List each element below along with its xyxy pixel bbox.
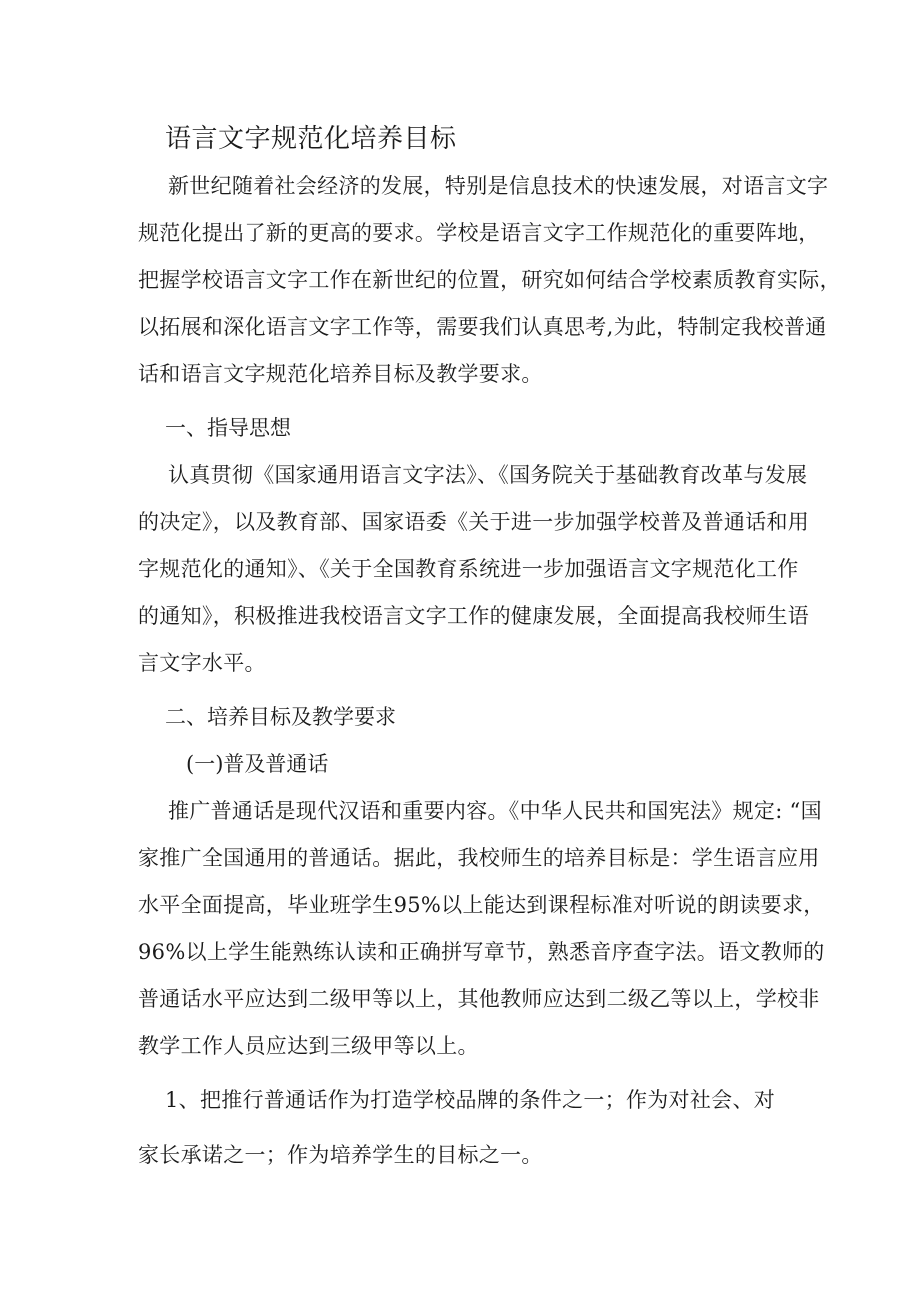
section-1-line-1: 认真贯彻《国家通用语言文字法》、《国务院关于基础教育改革与发展 xyxy=(168,463,808,487)
intro-line-2: 规范化提出了新的更高的要求。学校是语言文字工作规范化的重要阵地， xyxy=(138,221,820,245)
intro-line-5: 话和语言文字规范化培养目标及教学要求。 xyxy=(138,362,543,386)
subsection-1-line-2: 家推广全国通用的普通话。据此，我校师生的培养目标是：学生语言应用 xyxy=(138,846,820,870)
section-1-heading: 一、指导思想 xyxy=(165,416,291,440)
section-2-heading: 二、培养目标及教学要求 xyxy=(165,705,396,729)
section-1-line-3: 字规范化的通知》、《关于全国教育系统进一步加强语言文字规范化工作 xyxy=(138,557,799,581)
intro-line-4: 以拓展和深化语言文字工作等，需要我们认真思考,为此，特制定我校普通 xyxy=(138,315,827,339)
subsection-1-heading: (一)普及普通话 xyxy=(186,752,329,776)
section-1-line-4: 的通知》，积极推进我校语言文字工作的健康发展，全面提高我校师生语 xyxy=(138,604,810,628)
subsection-1-line-6: 教学工作人员应达到三级甲等以上。 xyxy=(138,1034,479,1058)
section-1-line-5: 言文字水平。 xyxy=(138,651,266,675)
document-title: 语言文字规范化培养目标 xyxy=(165,124,457,154)
subsection-1-line-3: 水平全面提高，毕业班学生95%以上能达到课程标准对听说的朗读要求， xyxy=(138,893,825,917)
intro-line-3: 把握学校语言文字工作在新世纪的位置，研究如何结合学校素质教育实际， xyxy=(138,268,841,292)
item-1-line-2: 家长承诺之一；作为培养学生的目标之一。 xyxy=(138,1143,543,1167)
subsection-1-line-4: 96%以上学生能熟练认读和正确拼写章节，熟悉音序查字法。语文教师的 xyxy=(138,940,825,964)
subsection-1-line-1: 推广普通话是现代汉语和重要内容。《中华人民共和国宪法》规定: “国 xyxy=(168,799,822,823)
intro-line-1: 新世纪随着社会经济的发展，特别是信息技术的快速发展，对语言文字 xyxy=(168,174,829,198)
subsection-1-line-5: 普通话水平应达到二级甲等以上，其他教师应达到二级乙等以上，学校非 xyxy=(138,987,820,1011)
item-1-line-1: 1、把推行普通话作为打造学校品牌的条件之一；作为对社会、对 xyxy=(165,1088,776,1112)
section-1-line-2: 的决定》，以及教育部、国家语委《关于进一步加强学校普及普通话和用 xyxy=(138,510,810,534)
